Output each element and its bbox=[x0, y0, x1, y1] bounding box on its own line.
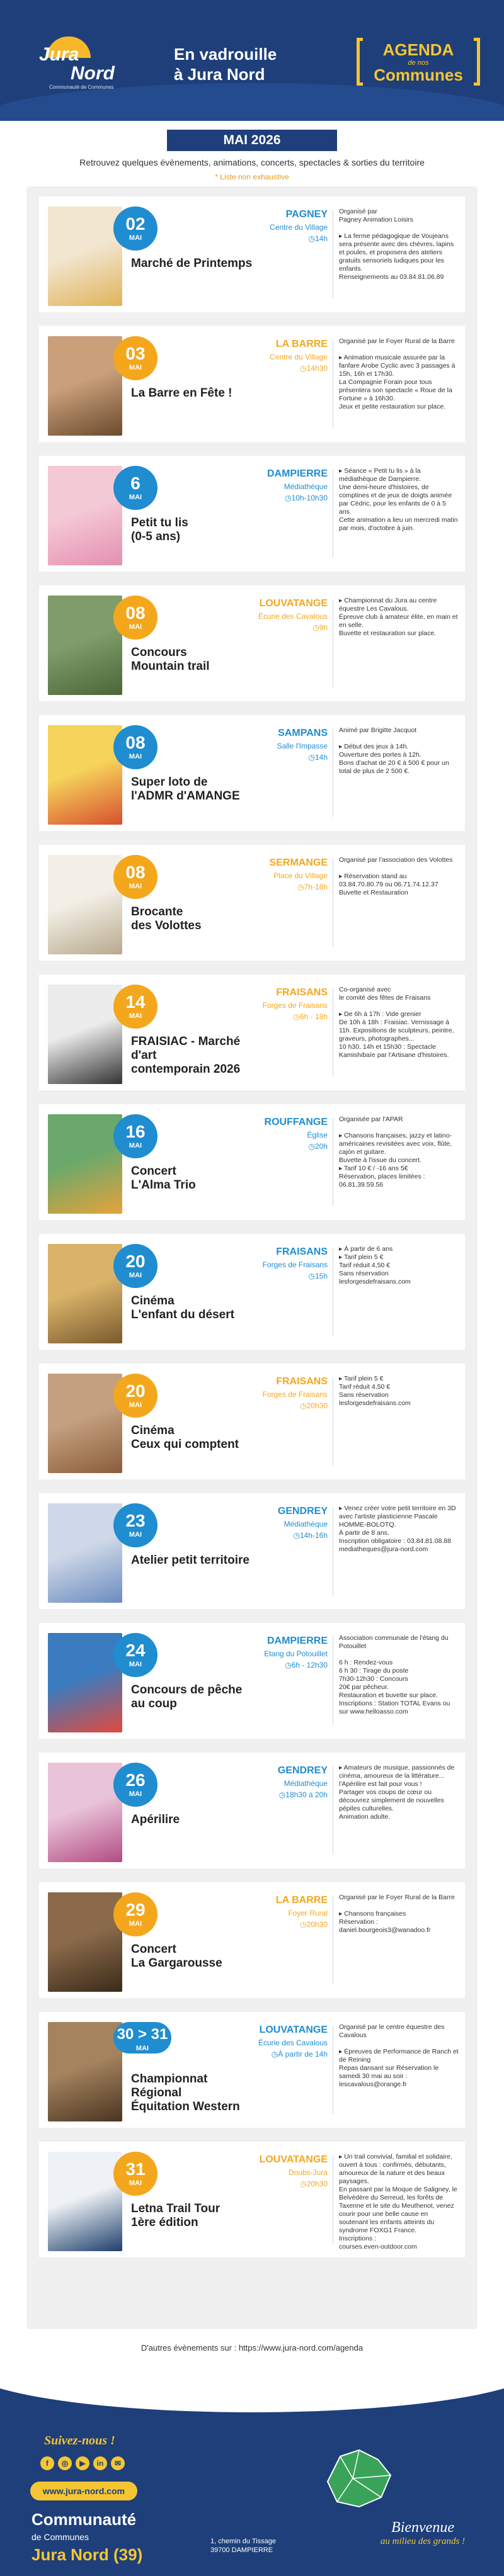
event-place bbox=[219, 209, 328, 243]
territory-map-icon bbox=[315, 2444, 397, 2513]
event-venue: Place du Village bbox=[273, 871, 328, 880]
event-place bbox=[219, 339, 328, 373]
event-card[interactable] bbox=[39, 1493, 465, 1609]
event-time: ◷ 20h bbox=[219, 1142, 328, 1151]
tagline-line2: à Jura Nord bbox=[174, 65, 265, 84]
event-commune: GENDREY bbox=[277, 1765, 328, 1776]
event-time: ◷ 20h30 bbox=[219, 2179, 328, 2188]
event-card[interactable] bbox=[39, 1623, 465, 1739]
event-place bbox=[219, 1895, 328, 1929]
event-title: Cinéma L'enfant du désert bbox=[131, 1294, 234, 1321]
event-time: ◷ 6h - 12h30 bbox=[219, 1661, 328, 1669]
event-time: ◷ 18h30 à 20h bbox=[219, 1790, 328, 1799]
date-bubble bbox=[113, 1374, 158, 1418]
event-commune: SAMPANS bbox=[278, 728, 328, 738]
event-title: Brocante des Volottes bbox=[131, 905, 202, 932]
event-commune: DAMPIERRE bbox=[266, 1635, 328, 1646]
event-place bbox=[219, 857, 328, 891]
event-commune: LOUVATANGE bbox=[259, 598, 328, 609]
event-image bbox=[48, 1244, 122, 1343]
event-details: Organisée par l'APAR ▸ Chansons françaises, jazzy et latino-américaines revisitées avec voix, flûte, cajón et guitare. Buvette à l'issue du concert. ▸ Tarif 10 € / -16 ans 5€ Réservation, places limitées : 06.81.39.59.56 bbox=[339, 1116, 452, 1189]
date-bubble bbox=[113, 725, 158, 769]
date-bubble bbox=[113, 1114, 158, 1158]
event-day: 29 bbox=[125, 1900, 146, 1919]
email-icon[interactable]: ✉ bbox=[111, 2456, 125, 2470]
cc-line1: Communauté bbox=[32, 2510, 137, 2529]
event-commune: PAGNEY bbox=[285, 209, 328, 220]
event-venue: Centre du Village bbox=[270, 353, 328, 361]
event-details: ▸ Venez créer votre petit territoire en 3D avec l'artiste plasticienne Pascale HOMME-BOLOTQ. À partir de 8 ans. Inscription obligatoire : 03.84.81.08.88 mediatheques@jura-nord.com bbox=[339, 1505, 456, 1553]
event-time: ◷ 7h-18h bbox=[219, 883, 328, 891]
event-place bbox=[219, 728, 328, 762]
welcome-subtitle: au milieu des grands ! bbox=[380, 2536, 466, 2546]
page-header bbox=[0, 0, 504, 121]
cc-line2: de Communes bbox=[32, 2532, 89, 2542]
date-bubble bbox=[113, 1763, 158, 1807]
event-day: 20 bbox=[125, 1251, 146, 1271]
agenda-badge bbox=[357, 38, 480, 86]
event-day: 16 bbox=[125, 1122, 146, 1141]
event-month: MAI bbox=[129, 1790, 142, 1798]
event-commune: FRAISANS bbox=[276, 1246, 328, 1257]
event-month: MAI bbox=[129, 494, 142, 501]
event-place bbox=[219, 1117, 328, 1151]
event-place bbox=[219, 1246, 328, 1280]
event-venue: Centre du Village bbox=[270, 223, 328, 232]
event-place bbox=[219, 1635, 328, 1669]
event-day: 23 bbox=[125, 1511, 146, 1530]
event-image bbox=[48, 206, 122, 306]
event-time: ◷ 20h30 bbox=[219, 1401, 328, 1410]
event-card[interactable] bbox=[39, 2142, 465, 2257]
event-title: FRAISIAC - Marché d'art contemporain 2026 bbox=[131, 1035, 241, 1076]
event-card[interactable] bbox=[39, 1364, 465, 1479]
event-day: 20 bbox=[125, 1381, 146, 1401]
event-place bbox=[219, 1765, 328, 1799]
event-image bbox=[48, 466, 122, 565]
event-image bbox=[48, 2022, 122, 2121]
event-image bbox=[48, 336, 122, 436]
event-commune: LA BARRE bbox=[275, 1895, 328, 1906]
event-card[interactable] bbox=[39, 2012, 465, 2128]
date-bubble bbox=[113, 1503, 158, 1547]
event-commune: FRAISANS bbox=[276, 1376, 328, 1387]
list-note: * Liste non exhaustive bbox=[215, 172, 289, 181]
event-month: MAI bbox=[129, 1272, 142, 1279]
event-details: ▸ Amateurs de musique, passionnés de cinéma, amoureux de la littérature... l'Apérilire est fait pour vous ! Partager vos coups de cœur ou découvrez simplement de nouvelles pépites culturelles. Animation adulte. bbox=[339, 1764, 455, 1821]
date-bubble bbox=[113, 1892, 158, 1936]
event-venue: Salle l'Impasse bbox=[277, 742, 328, 750]
date-bubble bbox=[113, 596, 158, 640]
agenda-title: AGENDA bbox=[382, 40, 454, 59]
event-card[interactable] bbox=[39, 585, 465, 701]
event-month: MAI bbox=[129, 1661, 142, 1668]
event-title: Cinéma Ceux qui comptent bbox=[131, 1424, 239, 1451]
event-day: 24 bbox=[125, 1641, 146, 1660]
event-details: ▸ Championnat du Jura au centre équestre Les Cavalous. Épreuve club à amateur élite, en main et en selle. Buvette et restauration sur place. bbox=[339, 597, 458, 637]
event-month: MAI bbox=[129, 1401, 142, 1409]
event-time: ◷ 15h bbox=[219, 1272, 328, 1280]
event-venue: Forges de Fraisans bbox=[262, 1260, 328, 1269]
event-place bbox=[219, 1506, 328, 1540]
event-time: ◷ 6h - 18h bbox=[219, 1012, 328, 1021]
event-card[interactable] bbox=[39, 1882, 465, 1998]
event-day: 08 bbox=[125, 733, 146, 752]
event-image bbox=[48, 1633, 122, 1732]
event-image bbox=[48, 1503, 122, 1603]
event-time: ◷ 14h bbox=[219, 753, 328, 762]
event-month: MAI bbox=[129, 883, 142, 890]
event-venue: Église bbox=[307, 1131, 328, 1139]
event-card[interactable] bbox=[39, 1753, 465, 1868]
date-bubble bbox=[113, 855, 158, 899]
event-time: ◷ 14h30 bbox=[219, 364, 328, 373]
cc-line3: Jura Nord (39) bbox=[32, 2545, 143, 2564]
date-bubble bbox=[113, 985, 158, 1029]
event-time: ◷ À partir de 14h bbox=[219, 2050, 328, 2059]
event-commune: LOUVATANGE bbox=[259, 2025, 328, 2035]
date-bubble bbox=[113, 2152, 158, 2196]
event-place bbox=[219, 1376, 328, 1410]
event-details: ▸ Tarif plein 5 € Tarif réduit 4,50 € Sans réservation lesforgesdefraisans.com bbox=[339, 1375, 411, 1407]
event-image bbox=[48, 2152, 122, 2251]
event-title: Letna Trail Tour 1ère édition bbox=[131, 2202, 220, 2229]
event-details: Association communale de l'étang du Potouillet 6 h : Rendez-vous 6 h 30 : Tirage du poste 7h30-12h30 : Concours 20€ par pêcheur. Restauration et buvette sur place. Inscriptions : Station TOTAL Evans ou sur www.helloasso.com bbox=[339, 1634, 450, 1715]
event-details: Organisé par l'association des Volottes ▸ Réservation stand au 03.84.70.80.79 ou 06.71.74.12.37 Buvette et Restauration bbox=[339, 856, 453, 896]
event-venue: Forges de Fraisans bbox=[262, 1390, 328, 1399]
event-time: ◷ 14h-16h bbox=[219, 1531, 328, 1540]
instagram-icon[interactable]: ◎ bbox=[58, 2456, 72, 2470]
event-image bbox=[48, 1892, 122, 1992]
event-commune: SERMANGE bbox=[269, 857, 328, 868]
event-commune: LA BARRE bbox=[275, 339, 328, 349]
event-image bbox=[48, 985, 122, 1084]
event-month: MAI bbox=[129, 1531, 142, 1539]
date-bubble bbox=[113, 466, 158, 510]
event-day: 31 bbox=[125, 2159, 146, 2179]
event-venue: Foyer Rural bbox=[288, 1909, 328, 1918]
event-month: MAI bbox=[129, 623, 142, 631]
event-day: 30 > 31 bbox=[117, 2026, 168, 2043]
tagline-line1: En vadrouille bbox=[174, 45, 277, 64]
event-day: 03 bbox=[125, 344, 146, 363]
address bbox=[210, 2537, 276, 2555]
event-details: Organisé par Pagney Animation Loisirs ▸ La ferme pédagogique de Voujeans sera présente avec des chèvres, lapins et poules, et proposera des ateliers gratuits sensoriels ludiques pour les enfants. Renseignements au 03.84.81.06.89 bbox=[339, 208, 454, 281]
event-image bbox=[48, 1114, 122, 1214]
event-venue: Doubs-Jura bbox=[288, 2168, 328, 2177]
event-day: 08 bbox=[125, 862, 146, 882]
linkedin-icon[interactable]: in bbox=[93, 2456, 107, 2470]
event-card[interactable] bbox=[39, 974, 465, 1090]
event-venue: Médiathèque bbox=[284, 482, 328, 491]
event-day: 08 bbox=[125, 603, 146, 623]
event-card[interactable] bbox=[39, 845, 465, 961]
address-line2: 39700 DAMPIERRE bbox=[210, 2546, 273, 2554]
more-events-link[interactable]: D'autres évènements sur : https://www.jura-nord.com/agenda bbox=[140, 2343, 364, 2353]
event-details: Animé par Brigitte Jacquot ▸ Début des jeux à 14h. Ouverture des portes à 12h. Bons d'achat de 20 € à 500 € pour un total de plus de 2 500 €. bbox=[339, 726, 449, 775]
event-place bbox=[219, 2154, 328, 2188]
welcome-title: Bienvenue bbox=[391, 2519, 454, 2536]
event-time: ◷ 9h bbox=[219, 623, 328, 632]
date-bubble bbox=[113, 206, 158, 251]
event-details: ▸ Un trail convivial, familial et solidaire, ouvert à tous : confirmés, débutants, amoureux de la nature et des beaux paysages. En passant par la Moque de Saligney, le Belvédère du Serreud, les forêts de Taxenne et le site du Meuthenot, venez courir pour une belle cause en soutenant les enfants atteints du syndrome FOXG1 France. Inscriptions : courses.even-outdoor.com bbox=[339, 2153, 457, 2251]
footer-wave bbox=[0, 2368, 504, 2412]
event-details: ▸ À partir de 6 ans ▸ Tarif plein 5 € Tarif réduit 4,50 € Sans réservation lesforgesdefraisans.com bbox=[339, 1245, 411, 1285]
event-day: 6 bbox=[130, 473, 140, 493]
jura-nord-logo[interactable] bbox=[32, 35, 126, 90]
event-month: MAI bbox=[129, 364, 142, 371]
event-card[interactable] bbox=[39, 196, 465, 312]
event-venue: Médiathèque bbox=[284, 1520, 328, 1528]
event-venue: Écurie des Cavalous bbox=[258, 612, 328, 621]
facebook-icon[interactable]: f bbox=[40, 2456, 54, 2470]
event-title: Concert L'Alma Trio bbox=[131, 1165, 196, 1192]
event-image bbox=[48, 855, 122, 954]
event-month: MAI bbox=[135, 2045, 149, 2052]
event-commune: ROUFFANGE bbox=[264, 1117, 328, 1127]
event-commune: FRAISANS bbox=[276, 987, 328, 998]
date-bubble bbox=[113, 1633, 158, 1677]
website-link[interactable]: www.jura-nord.com bbox=[30, 2482, 137, 2500]
welcome-slogan bbox=[357, 2519, 489, 2547]
event-day: 26 bbox=[125, 1770, 146, 1790]
event-card[interactable] bbox=[39, 456, 465, 572]
agenda-subtitle: Communes bbox=[374, 65, 463, 84]
event-card[interactable] bbox=[39, 715, 465, 831]
follow-us-label: Suivez-nous ! bbox=[44, 2434, 115, 2448]
event-details: Co-organisé avec le comité des fêtes de Fraisans ▸ De 6h à 17h : Vide grenier De 10h à 18h : Fraisiac. Vernissage à 11h. Expositions de sculpteurs, peintre, graveurs, photographes... 10 h30, 14h et 15h30 : Spectacle Kamishibaïe par l'Artisane d'histoires. bbox=[339, 986, 454, 1059]
event-place bbox=[219, 2025, 328, 2059]
event-details: Organisé par le centre équestre des Cavalous ▸ Épreuves de Performance de Ranch et de Reining Repas dansant sur Réservation le samedi 30 mai au soir : lescavalous@orange.fr bbox=[339, 2023, 459, 2088]
page-footer bbox=[0, 2368, 504, 2576]
event-title: Super loto de l'ADMR d'AMANGE bbox=[131, 776, 240, 803]
event-place bbox=[219, 987, 328, 1021]
event-card[interactable] bbox=[39, 326, 465, 442]
event-image bbox=[48, 1763, 122, 1862]
event-month: MAI bbox=[129, 234, 142, 242]
event-place bbox=[219, 468, 328, 502]
event-day: 14 bbox=[125, 992, 146, 1012]
event-image bbox=[48, 1374, 122, 1473]
event-image bbox=[48, 596, 122, 695]
logo-subtitle: Communauté de Communes bbox=[49, 84, 114, 90]
event-commune: DAMPIERRE bbox=[266, 468, 328, 479]
event-day: 02 bbox=[125, 214, 146, 234]
event-month: MAI bbox=[129, 1142, 142, 1150]
event-card[interactable] bbox=[39, 1234, 465, 1350]
event-time: ◷ 14h bbox=[219, 234, 328, 243]
event-title: Marché de Printemps bbox=[131, 257, 253, 270]
event-commune: GENDREY bbox=[277, 1506, 328, 1517]
event-title: Petit tu lis (0-5 ans) bbox=[131, 516, 188, 543]
header-tagline bbox=[174, 44, 277, 84]
event-title: La Barre en Fête ! bbox=[131, 387, 232, 400]
event-title: Atelier petit territoire bbox=[131, 1554, 249, 1567]
event-venue: Etang du Potouillet bbox=[264, 1649, 328, 1658]
event-details: ▸ Séance « Petit tu lis » à la médiathèque de Dampierre. Une demi-heure d'histoires, de comptines et de jeux de doigts animée par Cédric, pour les enfants de 0 à 5 ans. Cette animation a lieu un mercredi matin par mois, d'octobre à juin. bbox=[339, 467, 458, 532]
event-details: Organisé par le Foyer Rural de la Barre ▸ Chansons françaises Réservation : daniel.bourgeois3@wanadoo.fr bbox=[339, 1894, 455, 1934]
event-venue: Médiathèque bbox=[284, 1779, 328, 1788]
event-card[interactable] bbox=[39, 1104, 465, 1220]
event-title: Concours de pêche au coup bbox=[131, 1683, 243, 1710]
event-commune: LOUVATANGE bbox=[259, 2154, 328, 2165]
community-name bbox=[32, 2511, 142, 2563]
date-bubble bbox=[113, 1244, 158, 1288]
logo-line1: Jura bbox=[39, 44, 79, 65]
event-month: MAI bbox=[129, 1012, 142, 1020]
event-month: MAI bbox=[129, 753, 142, 760]
event-title: Concours Mountain trail bbox=[131, 646, 210, 673]
event-time: ◷ 20h30 bbox=[219, 1920, 328, 1929]
event-month: MAI bbox=[129, 2179, 142, 2187]
address-line1: 1, chemin du Tissage bbox=[210, 2538, 276, 2545]
social-icons bbox=[40, 2456, 129, 2470]
event-details: Organisé par le Foyer Rural de la Barre ▸ Animation musicale assurée par la fanfare Arobe Cyclic avec 3 passages à 15h, 16h et 17h30. La Compagnie Forain pour tous présentera son spectacle « Roue de la Fortune » à 16h30. Jeux et petite restauration sur place. bbox=[339, 337, 455, 410]
event-title: Apérilire bbox=[131, 1813, 180, 1826]
event-title: Concert La Gargarousse bbox=[131, 1943, 222, 1970]
month-banner: MAI 2026 bbox=[167, 130, 337, 151]
event-place bbox=[219, 598, 328, 632]
event-title: Championnat Régional Équitation Western bbox=[131, 2072, 240, 2113]
event-month: MAI bbox=[129, 1920, 142, 1928]
logo-line2: Nord bbox=[71, 63, 115, 84]
event-time: ◷ 10h-10h30 bbox=[219, 494, 328, 502]
intro-text: Retrouvez quelques évènements, animations, concerts, spectacles & sorties du territoire bbox=[79, 157, 425, 167]
date-bubble bbox=[113, 336, 158, 380]
agenda-of: de nos bbox=[408, 59, 429, 67]
date-bubble bbox=[113, 2022, 171, 2053]
event-venue: Forges de Fraisans bbox=[262, 1001, 328, 1010]
youtube-icon[interactable]: ▶ bbox=[76, 2456, 89, 2470]
event-venue: Écurie des Cavalous bbox=[258, 2038, 328, 2047]
event-image bbox=[48, 725, 122, 825]
